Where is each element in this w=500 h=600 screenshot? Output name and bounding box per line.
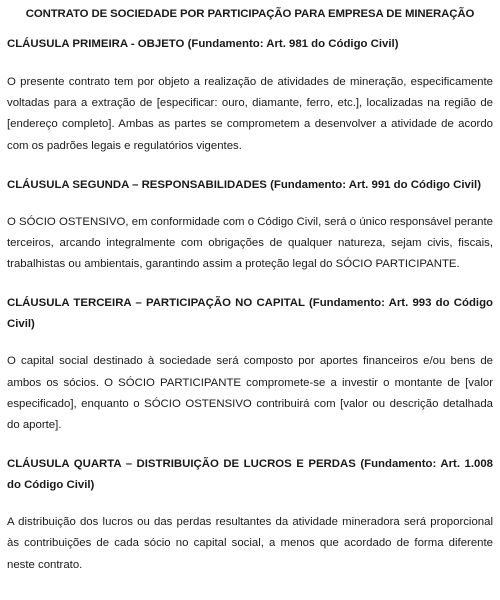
- clause-body: O SÓCIO OSTENSIVO, em conformidade com o Código Civil, será o único responsável perante terceiros, arcando integralmente com obrigações de qualquer natureza, sejam civis, fiscais, trabalhistas ou ambientais, garantindo assim a proteção legal do SÓCIO PARTICIPANTE.: [7, 215, 493, 271]
- clause-heading: CLÁUSULA SEGUNDA – RESPONSABILIDADES (Fundamento: Art. 991 do Código Civil): [7, 178, 481, 191]
- clause-heading: CLÁUSULA PRIMEIRA - OBJETO (Fundamento: Art. 981 do Código Civil): [7, 38, 399, 50]
- clause-heading: CLÁUSULA QUARTA – DISTRIBUIÇÃO DE LUCROS E PERDAS (Fundamento: Art. 1.008 do Código Civil): [7, 458, 493, 492]
- clause-quarta: [7, 454, 493, 576]
- clause-segunda: [7, 175, 493, 276]
- document-title: CONTRATO DE SOCIEDADE POR PARTICIPAÇÃO PARA EMPRESA DE MINERAÇÃO: [25, 8, 475, 20]
- clause-body: O presente contrato tem por objeto a realização de atividades de mineração, especificamente voltadas para a extração de [especificar: ouro, diamante, ferro, etc.], localizadas na região de [endereço completo]. Ambas as partes se comprometem a desenvolver a atividade de acordo com os padrões legais e regulatórios vigentes.: [7, 76, 493, 152]
- clause-terceira: [7, 293, 493, 436]
- clause-heading: CLÁUSULA TERCEIRA – PARTICIPAÇÃO NO CAPITAL (Fundamento: Art. 993 do Código Civil): [7, 297, 493, 331]
- clause-body: O capital social destinado à sociedade será composto por aportes financeiros e/ou bens de ambos os sócios. O SÓCIO PARTICIPANTE compromete-se a investir o montante de [valor especificado], enquanto o SÓCIO OSTENSIVO contribuirá com [valor ou descrição detalhada do aporte].: [7, 355, 493, 432]
- clause-primeira: [7, 34, 493, 157]
- clause-body: A distribuição dos lucros ou das perdas resultantes da atividade mineradora será proporcional às contribuições de cada sócio no capital social, a menos que acordado de forma diferente neste contrato.: [7, 516, 493, 571]
